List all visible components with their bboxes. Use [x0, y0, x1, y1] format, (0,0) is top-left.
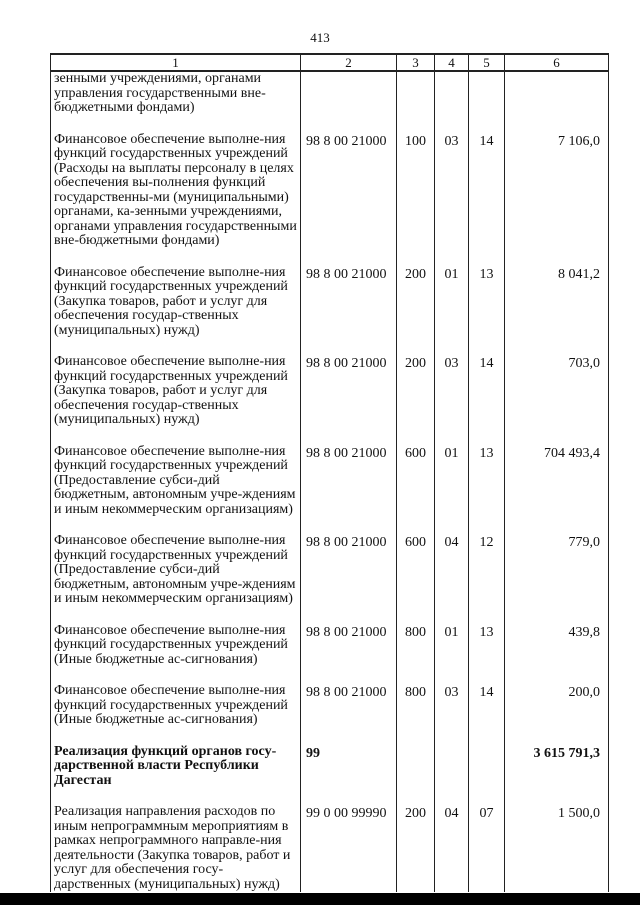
description-cell: Реализация функций органов госу-дарственной власти Республики Дагестан: [51, 745, 301, 806]
section-cell: 01: [435, 445, 469, 535]
description-cell: Финансовое обеспечение выполне-ния функций государственных учреждений (Иные бюджетные ас-сигнования): [51, 624, 301, 685]
code-cell: 98 8 00 21000: [301, 266, 397, 356]
section-cell: 04: [435, 805, 469, 892]
amount-cell: 1 500,0: [505, 805, 609, 892]
budget-table: [50, 53, 609, 892]
expense-type-cell: 600: [397, 445, 435, 535]
code-cell: 98 8 00 21000: [301, 684, 397, 745]
column-header: 3: [397, 54, 435, 71]
section-cell: 03: [435, 133, 469, 266]
subsection-cell: 07: [469, 805, 505, 892]
table-row: [51, 624, 609, 685]
subsection-cell: 12: [469, 534, 505, 624]
subsection-cell: [469, 71, 505, 133]
subsection-cell: 13: [469, 624, 505, 685]
expense-type-cell: 600: [397, 534, 435, 624]
section-cell: 03: [435, 684, 469, 745]
expense-type-cell: 200: [397, 266, 435, 356]
section-cell: [435, 71, 469, 133]
section-cell: [435, 745, 469, 806]
code-cell: 98 8 00 21000: [301, 133, 397, 266]
expense-type-cell: 100: [397, 133, 435, 266]
expense-type-cell: 800: [397, 624, 435, 685]
table-header-row: [51, 54, 609, 71]
column-header: 2: [301, 54, 397, 71]
code-cell: 99 0 00 99990: [301, 805, 397, 892]
expense-type-cell: 200: [397, 355, 435, 445]
column-header: 5: [469, 54, 505, 71]
subsection-cell: 14: [469, 684, 505, 745]
description-cell: Финансовое обеспечение выполне-ния функций государственных учреждений (Закупка товаров, работ и услуг для обеспечения государ-ственных (муниципальных) нужд): [51, 355, 301, 445]
code-cell: 98 8 00 21000: [301, 534, 397, 624]
subsection-cell: [469, 745, 505, 806]
table-row: [51, 266, 609, 356]
section-cell: 04: [435, 534, 469, 624]
code-cell: 99: [301, 745, 397, 806]
description-cell: Финансовое обеспечение выполне-ния функций государственных учреждений (Предоставление субси-дий бюджетным, автономным учре-ждениям и иным некоммерческим организациям): [51, 534, 301, 624]
section-cell: 01: [435, 624, 469, 685]
column-header: 4: [435, 54, 469, 71]
amount-cell: 439,8: [505, 624, 609, 685]
description-cell: Реализация направления расходов по иным непрограммным мероприятиям в рамках непрограммного направле-ния деятельности (Закупка товаров, работ и услуг для обеспечения госу-дарственных (муниципальных) нужд): [51, 805, 301, 892]
table-row: [51, 133, 609, 266]
description-cell: Финансовое обеспечение выполне-ния функций государственных учреждений (Иные бюджетные ас-сигнования): [51, 684, 301, 745]
subsection-cell: 14: [469, 355, 505, 445]
subsection-cell: 14: [469, 133, 505, 266]
column-header: 6: [505, 54, 609, 71]
amount-cell: 200,0: [505, 684, 609, 745]
description-cell: Финансовое обеспечение выполне-ния функций государственных учреждений (Расходы на выплаты персоналу в целях обеспечения вы-полнения функций государственны-ми (муниципальными) органами, ка-зенными учреждениями, органами управления государственными вне-бюджетными фондами): [51, 133, 301, 266]
amount-cell: 3 615 791,3: [505, 745, 609, 806]
code-cell: [301, 71, 397, 133]
table-row: [51, 534, 609, 624]
description-cell: Финансовое обеспечение выполне-ния функций государственных учреждений (Предоставление субси-дий бюджетным, автономным учре-ждениям и иным некоммерческим организациям): [51, 445, 301, 535]
expense-type-cell: 800: [397, 684, 435, 745]
table-row: [51, 355, 609, 445]
section-cell: 03: [435, 355, 469, 445]
table-row: [51, 745, 609, 806]
expense-type-cell: [397, 745, 435, 806]
amount-cell: 703,0: [505, 355, 609, 445]
amount-cell: 7 106,0: [505, 133, 609, 266]
subsection-cell: 13: [469, 266, 505, 356]
amount-cell: [505, 71, 609, 133]
expense-type-cell: 200: [397, 805, 435, 892]
amount-cell: 704 493,4: [505, 445, 609, 535]
table-row: [51, 684, 609, 745]
description-cell: зенными учреждениями, органами управления государственными вне-бюджетными фондами): [51, 71, 301, 133]
table-row: [51, 805, 609, 892]
expense-type-cell: [397, 71, 435, 133]
code-cell: 98 8 00 21000: [301, 624, 397, 685]
page-number: 413: [310, 30, 330, 45]
scan-bottom-edge: [0, 893, 640, 905]
column-header: 1: [51, 54, 301, 71]
amount-cell: 8 041,2: [505, 266, 609, 356]
code-cell: 98 8 00 21000: [301, 355, 397, 445]
amount-cell: 779,0: [505, 534, 609, 624]
code-cell: 98 8 00 21000: [301, 445, 397, 535]
table-row: [51, 445, 609, 535]
subsection-cell: 13: [469, 445, 505, 535]
section-cell: 01: [435, 266, 469, 356]
description-cell: Финансовое обеспечение выполне-ния функций государственных учреждений (Закупка товаров, работ и услуг для обеспечения государ-ственных (муниципальных) нужд): [51, 266, 301, 356]
table-row: [51, 71, 609, 133]
